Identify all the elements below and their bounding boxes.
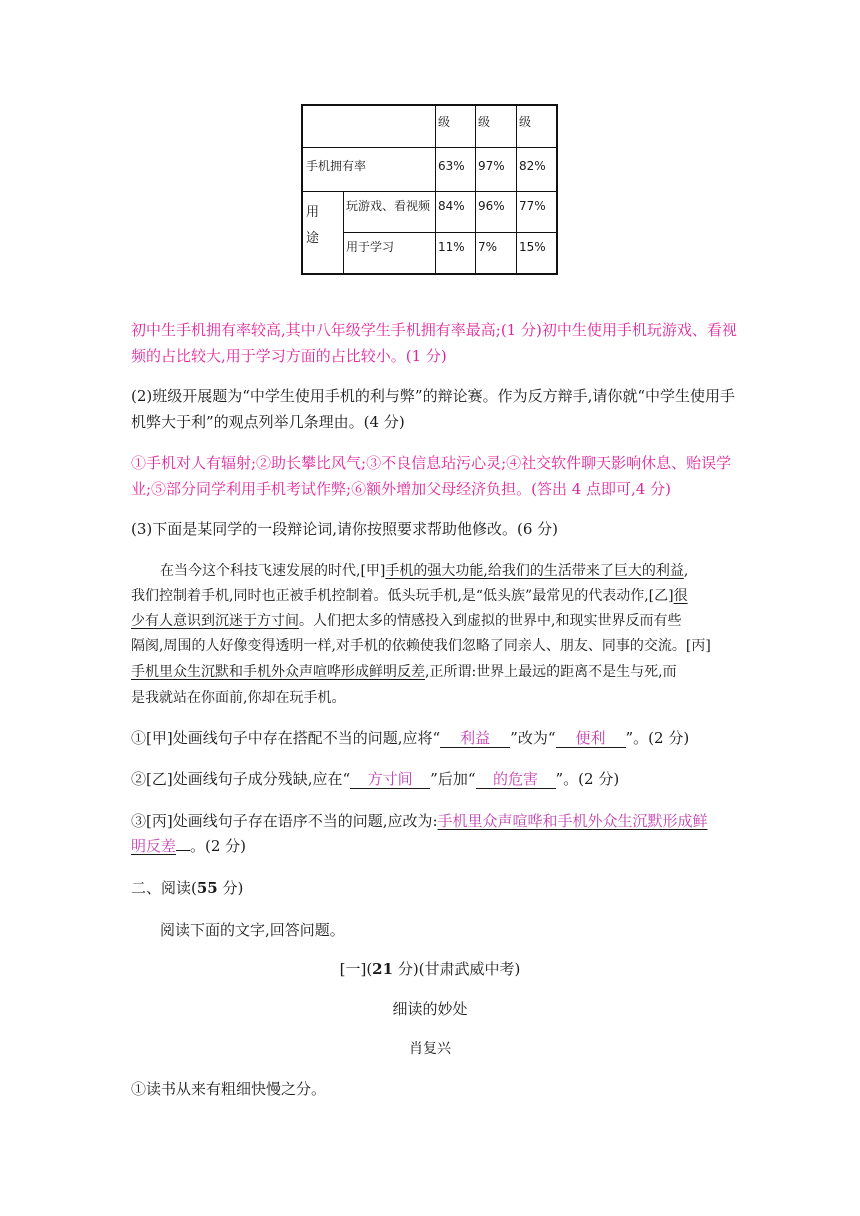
table-header-cell: 级 [519, 115, 532, 129]
table-group-label: 途 [306, 231, 320, 246]
passage-heading-text: 分)(甘肃武威中考) [393, 960, 521, 978]
passage-paragraph: ①读书从来有粗细快慢之分。 [131, 1080, 327, 1098]
question-text: ③[丙]处画线句子存在语序不当的问题,应改为: [131, 812, 438, 830]
table-header-cell: 级 [438, 115, 451, 129]
table-cell: 15% [519, 240, 546, 254]
passage-heading-text: [一]( [339, 960, 373, 978]
answer-blank [440, 729, 510, 748]
table-cell: 84% [438, 199, 465, 213]
question-text: ”。(2 分) [555, 770, 620, 788]
passage-text: ,正所谓:世界上最远的距离不是生与死,而 [425, 664, 677, 680]
passage-line: 是我就站在你面前,你却在玩手机。 [131, 690, 346, 706]
table-divider [475, 106, 476, 273]
table-row-label: 手机拥有率 [306, 159, 367, 173]
question-text: 。(2 分) [190, 837, 247, 855]
passage-heading [0, 959, 860, 979]
answer-text: 初中生手机拥有率较高,其中八年级学生手机拥有率最高;(1 分)初中生使用手机玩游戏、看视 [131, 321, 737, 339]
passage-text: 。人们把太多的情感投入到虚拟的世界中,和现实世界反而有些 [299, 613, 682, 629]
data-table [301, 104, 558, 275]
sub-question [131, 836, 246, 856]
answer-text: 频的占比较大,用于学习方面的占比较小。(1 分) [131, 347, 447, 365]
table-cell: 97% [478, 159, 505, 173]
answer-text: ①手机对人有辐射;②助长攀比风气;③不良信息玷污心灵;④社交软件聊天影响休息、贻误学 [131, 454, 732, 472]
answer-blank [556, 729, 626, 748]
table-row-label: 用于学习 [346, 240, 395, 254]
underlined-sentence-bing: 手机里众生沉默和手机外众声喧哗形成鲜明反差 [131, 664, 425, 680]
section-title-text: 二、阅读( [131, 879, 197, 897]
passage-line [131, 586, 688, 606]
table-divider [435, 106, 436, 273]
passage-line: 隔阂,周围的人好像变得透明一样,对手机的依赖使我们忽略了同亲人、朋友、同事的交流。[丙] [131, 638, 711, 654]
instruction-text: 阅读下面的文字,回答问题。 [160, 921, 345, 939]
table-cell: 77% [519, 199, 546, 213]
section-title-text: 分) [217, 879, 244, 897]
table-cell: 96% [478, 199, 505, 213]
passage-line [131, 662, 677, 682]
question-text: 机弊大于利”的观点列举几条理由。(4 分) [131, 413, 405, 431]
answer-blank [350, 770, 430, 789]
table-divider [343, 232, 556, 233]
table-cell: 7% [478, 240, 498, 254]
passage-text: 在当今这个科技飞速发展的时代,[甲] [160, 563, 386, 579]
passage-heading-text: 21 [372, 960, 394, 978]
passage-author: 肖复兴 [409, 1041, 451, 1057]
question-text: ”改为“ [510, 729, 556, 747]
passage-title: 细读的妙处 [392, 1000, 468, 1018]
table-header-cell: 级 [478, 115, 491, 129]
answer-text: 便利 [575, 729, 606, 747]
passage-text: 我们控制着手机,同时也正被手机控制着。低头玩手机,是“低头族”最常见的代表动作,[乙] [131, 588, 674, 604]
answer-text: 业;⑤部分同学利用手机考试作弊;⑥额外增加父母经济负担。(答出 4 点即可,4 分) [131, 480, 671, 498]
table-row-label: 玩游戏、看视频 [346, 199, 431, 213]
sub-question [131, 811, 708, 831]
passage-text: , [683, 563, 689, 579]
passage-line [131, 611, 681, 631]
question-text: ①[甲]处画线句子中存在搭配不当的问题,应将“ [131, 729, 441, 747]
table-divider [303, 147, 556, 148]
answer-text: 手机里众声喧哗和手机外众生沉默形成鲜 [437, 812, 708, 830]
answer-text: 明反差 [131, 837, 177, 855]
table-divider [303, 191, 556, 192]
sub-question [131, 728, 689, 748]
table-cell: 63% [438, 159, 465, 173]
question-text: ②[乙]处画线句子成分残缺,应在“ [131, 770, 351, 788]
passage-line [160, 561, 688, 581]
answer-text: 的危害 [492, 770, 538, 788]
question-text: ”后加“ [430, 770, 476, 788]
underlined-sentence-yi: 很 [673, 588, 688, 604]
underlined-sentence-jia: 手机的强大功能,给我们的生活带来了巨大的利益 [385, 563, 684, 579]
sub-question [131, 769, 619, 789]
table-group-label: 用 [306, 205, 320, 220]
table-divider [516, 106, 517, 273]
underlined-sentence-yi: 少有人意识到沉迷于方寸间 [131, 613, 299, 629]
answer-blank [176, 836, 190, 851]
answer-text: 方寸间 [367, 770, 413, 788]
question-text: (3)下面是某同学的一段辩论词,请你按照要求帮助他修改。(6 分) [131, 520, 559, 538]
table-cell: 82% [519, 159, 546, 173]
answer-text: 利益 [460, 729, 491, 747]
question-text: (2)班级开展题为“中学生使用手机的利与弊”的辩论赛。作为反方辩手,请你就“中学生使用手 [131, 387, 736, 405]
table-cell: 11% [438, 240, 465, 254]
section-title [131, 878, 243, 898]
section-title-text: 55 [196, 879, 218, 897]
answer-blank [476, 770, 556, 789]
question-text: ”。(2 分) [625, 729, 690, 747]
